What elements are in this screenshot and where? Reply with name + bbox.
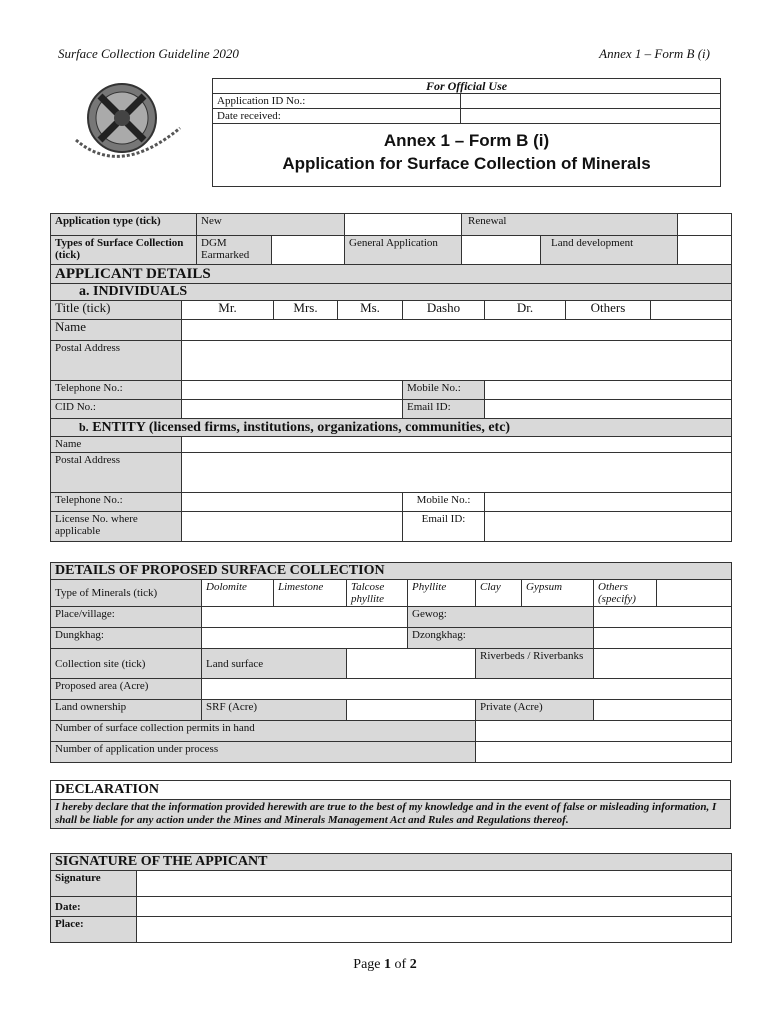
site-riverbeds: Riverbeds / Riverbanks [476, 649, 594, 679]
name-field[interactable] [182, 320, 732, 341]
title-label: Title (tick) [51, 301, 182, 320]
place-label: Place: [51, 917, 137, 943]
entity-email-label: Email ID: [403, 512, 485, 542]
title-dr[interactable]: Dr. [485, 301, 566, 320]
applicant-details-heading: APPLICANT DETAILS [51, 265, 732, 284]
title-extra-box[interactable] [651, 301, 732, 320]
name-label: Name [51, 320, 182, 341]
signature-field[interactable] [137, 871, 732, 897]
mobile-field[interactable] [485, 381, 732, 400]
title-mrs[interactable]: Mrs. [274, 301, 338, 320]
entity-telephone-label: Telephone No.: [51, 493, 182, 512]
signature-label: Signature [51, 871, 137, 897]
collection-details-table [50, 562, 732, 763]
entity-email-field[interactable] [485, 512, 732, 542]
gewog-label: Gewog: [408, 607, 594, 628]
date-field[interactable] [137, 897, 732, 917]
declaration-heading: DECLARATION [51, 781, 731, 800]
app-id-field[interactable] [461, 94, 721, 109]
option-land-development: Land development [541, 236, 678, 265]
email-field[interactable] [485, 400, 732, 419]
option-renewal: Renewal [462, 214, 678, 236]
srf-label: SRF (Acre) [202, 700, 347, 721]
page-total: 2 [409, 957, 417, 972]
entity-postal-field[interactable] [182, 453, 732, 493]
permits-in-hand-label: Number of surface collection permits in hand [51, 721, 476, 742]
emblem-logo [70, 78, 190, 178]
page-prefix: Page [353, 957, 385, 972]
new-tick-box[interactable] [345, 214, 462, 236]
page-of: of [391, 957, 410, 972]
mineral-limestone[interactable]: Limestone [274, 580, 347, 607]
mobile-label: Mobile No.: [403, 381, 485, 400]
dungkhag-label: Dungkhag: [51, 628, 202, 649]
entity-mobile-field[interactable] [485, 493, 732, 512]
email-label: Email ID: [403, 400, 485, 419]
srf-field[interactable] [347, 700, 476, 721]
postal-address-label: Postal Address [51, 341, 182, 381]
entity-name-label: Name [51, 437, 182, 453]
land-surface-tick-box[interactable] [347, 649, 476, 679]
entity-postal-label: Postal Address [51, 453, 182, 493]
header-right: Annex 1 – Form B (i) [599, 46, 710, 61]
collection-site-label: Collection site (tick) [51, 649, 202, 679]
official-use-table [212, 78, 721, 187]
title-dasho[interactable]: Dasho [403, 301, 485, 320]
mineral-dolomite[interactable]: Dolomite [202, 580, 274, 607]
date-received-field[interactable] [461, 109, 721, 124]
mineral-phyllite[interactable]: Phyllite [408, 580, 476, 607]
cid-field[interactable] [182, 400, 403, 419]
mineral-gypsum[interactable]: Gypsum [522, 580, 594, 607]
page-number [0, 957, 770, 973]
dzongkhag-label: Dzongkhag: [408, 628, 594, 649]
license-field[interactable] [182, 512, 403, 542]
application-type-table [50, 213, 732, 265]
declaration-text: I hereby declare that the information provided herewith are true to the best of my knowledge and in the event of false or misleading information, I shall be liable for any action under the Mines and Minerals Management Act and Rules and Regulations thereof. [51, 800, 731, 829]
under-process-label: Number of application under process [51, 742, 476, 763]
signature-heading: SIGNATURE OF THE APPICANT [51, 854, 732, 871]
riverbeds-tick-box[interactable] [594, 649, 732, 679]
telephone-label: Telephone No.: [51, 381, 182, 400]
title-ms[interactable]: Ms. [338, 301, 403, 320]
mineral-clay[interactable]: Clay [476, 580, 522, 607]
telephone-field[interactable] [182, 381, 403, 400]
application-type-label: Application type (tick) [51, 214, 197, 236]
header-left: Surface Collection Guideline 2020 [58, 46, 239, 61]
mineral-others-specify-field[interactable] [657, 580, 732, 607]
form-subtitle: Application for Surface Collection of Minerals [282, 154, 651, 173]
applicant-details-table [50, 264, 732, 542]
postal-address-field[interactable] [182, 341, 732, 381]
entity-mobile-label: Mobile No.: [403, 493, 485, 512]
page-current: 1 [384, 957, 392, 972]
cid-label: CID No.: [51, 400, 182, 419]
official-use-heading: For Official Use [213, 79, 721, 94]
entity-heading-prefix: b. [79, 420, 89, 434]
entity-telephone-field[interactable] [182, 493, 403, 512]
proposed-area-field[interactable] [202, 679, 732, 700]
date-received-label: Date received: [213, 109, 461, 124]
form-title: Annex 1 – Form B (i) [383, 131, 550, 150]
private-field[interactable] [594, 700, 732, 721]
place-field[interactable] [137, 917, 732, 943]
entity-heading [51, 419, 732, 437]
gewog-field[interactable] [594, 607, 732, 628]
title-others[interactable]: Others [566, 301, 651, 320]
surface-type-label: Types of Surface Collection (tick) [51, 236, 197, 265]
mineral-talcose-phyllite[interactable]: Talcose phyllite [347, 580, 408, 607]
private-label: Private (Acre) [476, 700, 594, 721]
land-ownership-label: Land ownership [51, 700, 202, 721]
proposed-area-label: Proposed area (Acre) [51, 679, 202, 700]
option-dgm-earmarked: DGM Earmarked [197, 236, 272, 265]
entity-heading-text: ENTITY (licensed firms, institutions, organizations, communities, etc) [92, 420, 511, 435]
place-label: Place/village: [51, 607, 202, 628]
place-field[interactable] [202, 607, 408, 628]
entity-name-field[interactable] [182, 437, 732, 453]
option-new: New [197, 214, 345, 236]
general-tick-box[interactable] [462, 236, 541, 265]
collection-heading: DETAILS OF PROPOSED SURFACE COLLECTION [51, 563, 732, 580]
signature-table [50, 853, 732, 943]
permits-in-hand-field[interactable] [476, 721, 732, 742]
individuals-heading: a. INDIVIDUALS [51, 284, 732, 301]
land-dev-tick-box[interactable] [678, 236, 732, 265]
under-process-field[interactable] [476, 742, 732, 763]
dzongkhag-field[interactable] [594, 628, 732, 649]
site-land-surface: Land surface [202, 649, 347, 679]
date-label: Date: [51, 897, 137, 917]
title-mr[interactable]: Mr. [182, 301, 274, 320]
renewal-tick-box[interactable] [678, 214, 732, 236]
declaration-table [50, 780, 731, 829]
license-label: License No. where applicable [51, 512, 182, 542]
dungkhag-field[interactable] [202, 628, 408, 649]
minerals-label: Type of Minerals (tick) [51, 580, 202, 607]
option-general-application: General Application [345, 236, 462, 265]
mineral-others[interactable]: Others (specify) [594, 580, 657, 607]
dgm-tick-box[interactable] [272, 236, 345, 265]
app-id-label: Application ID No.: [213, 94, 461, 109]
